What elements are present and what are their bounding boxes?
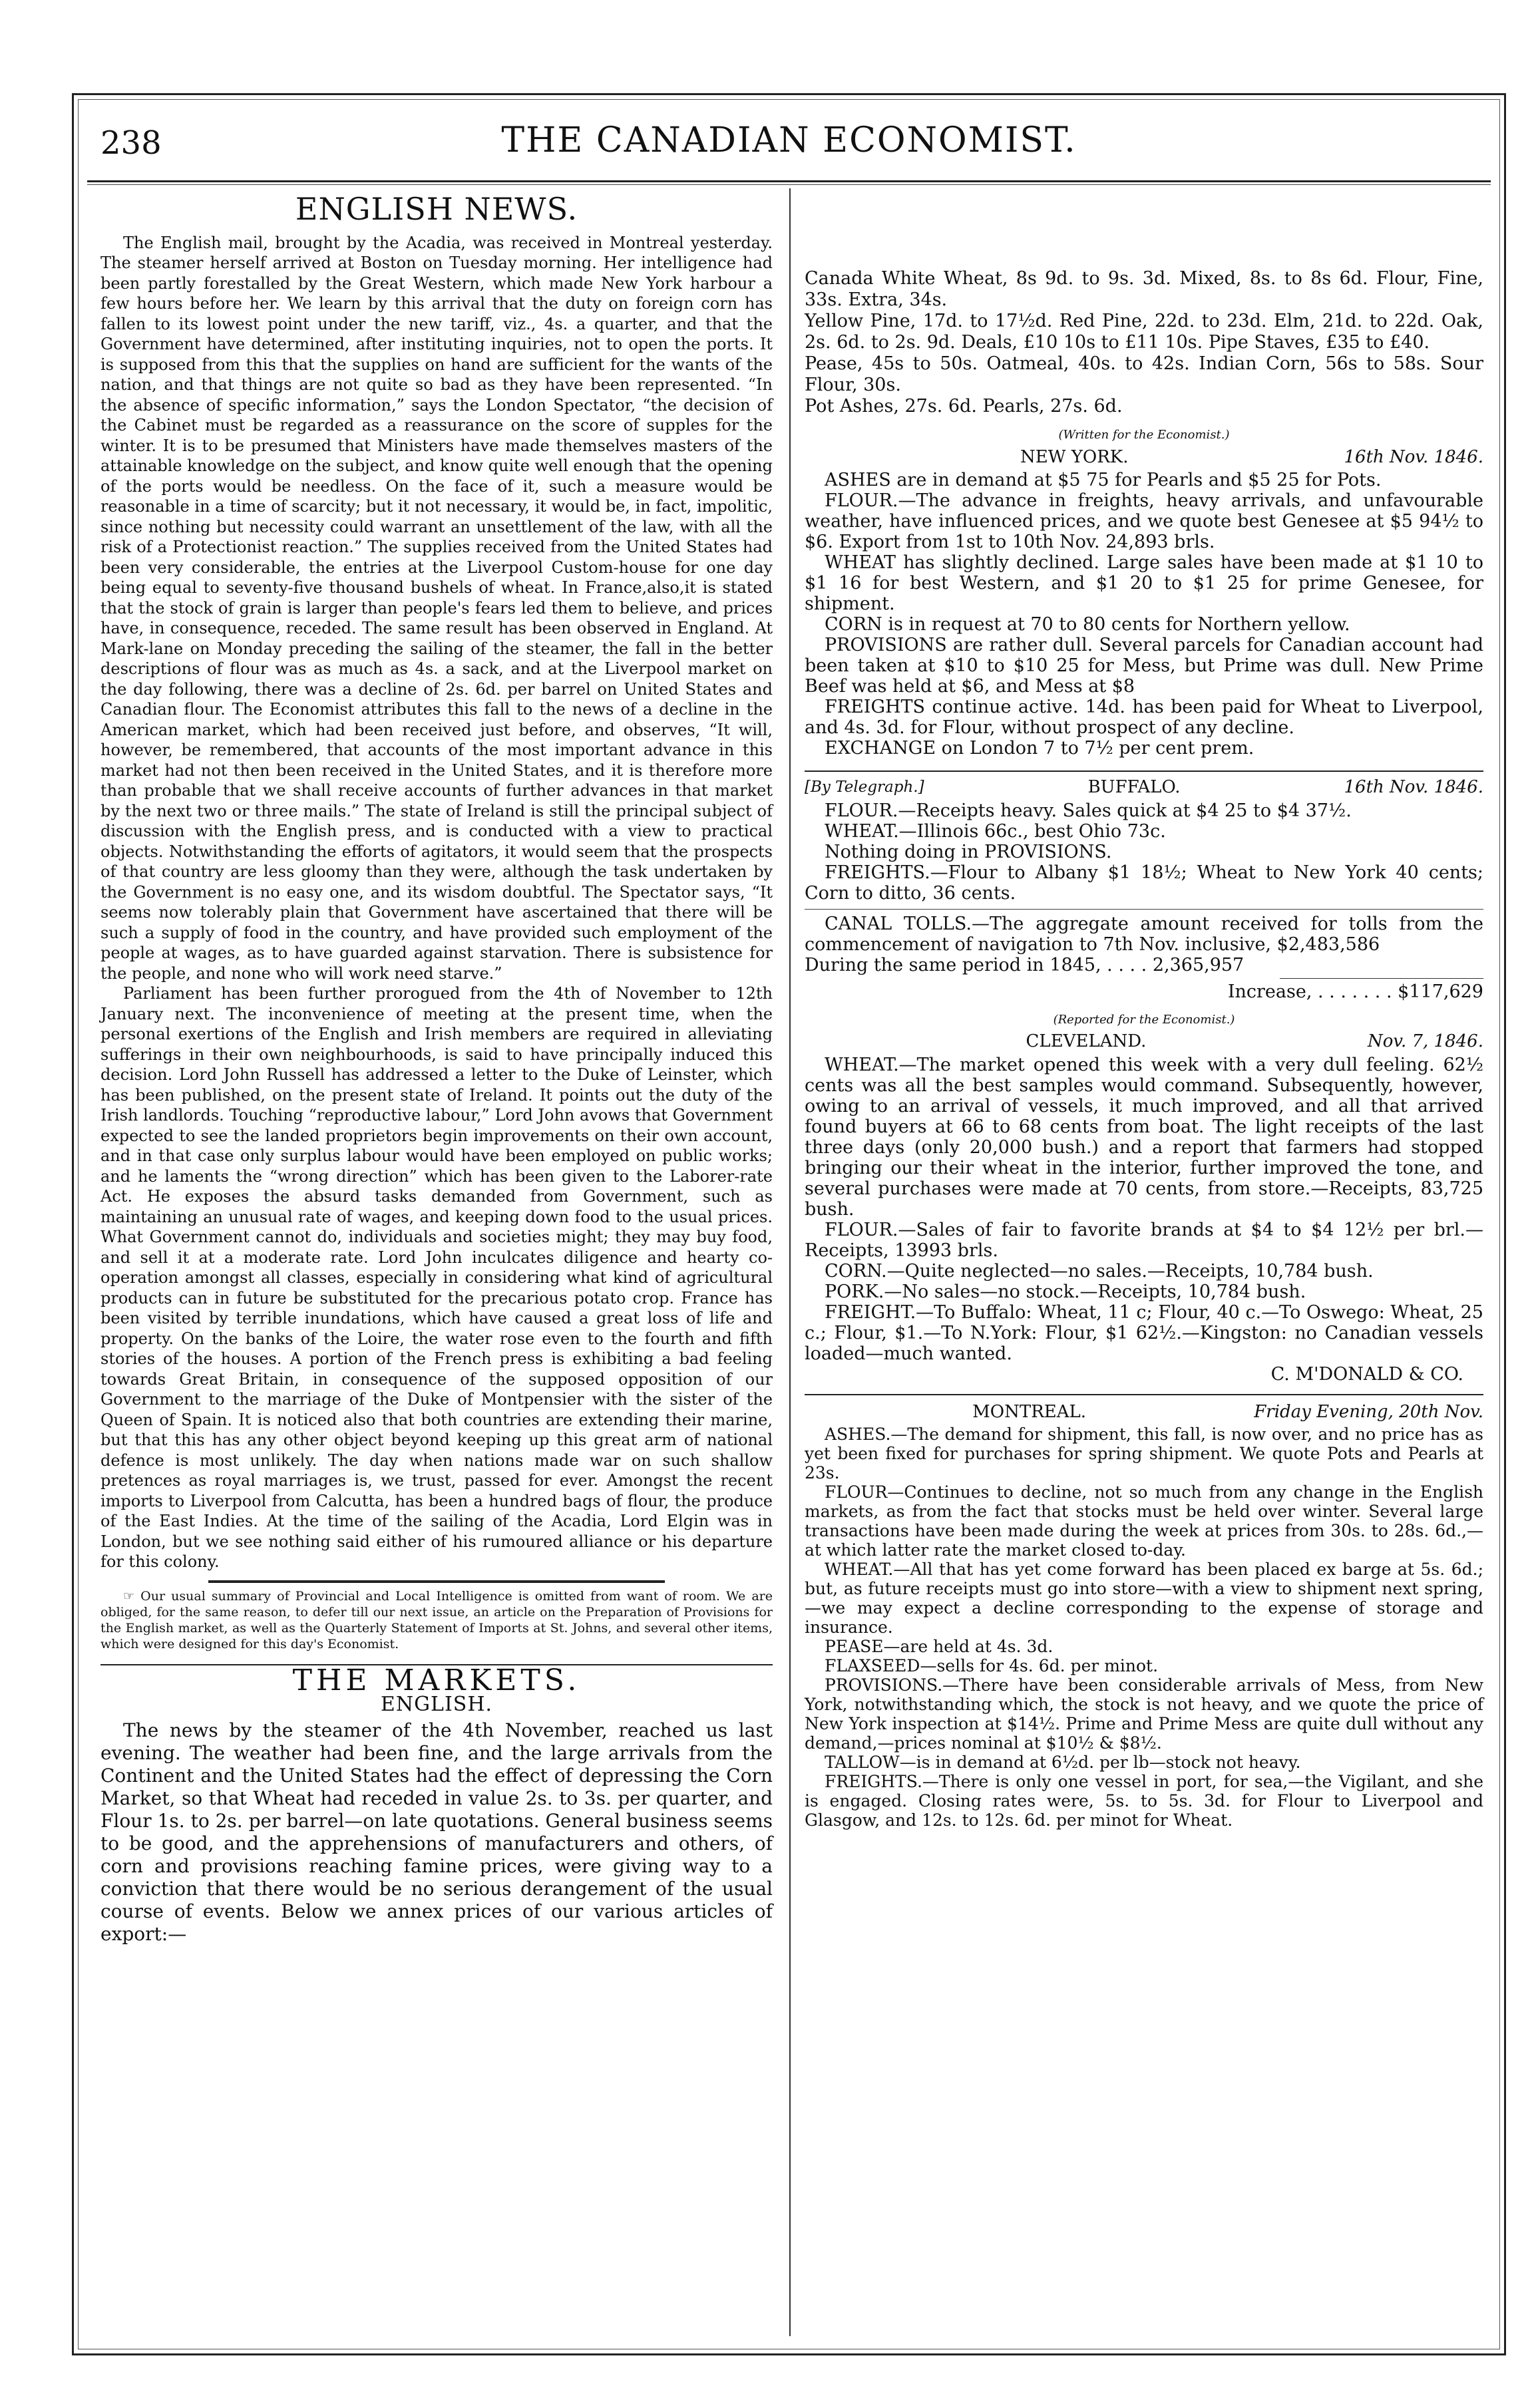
market-item: FREIGHT.—To Buffalo: Wheat, 11 c; Flour, 40 c.—To Oswego: Wheat, 25 c.; Flour, $1.—To N.York: Flour, $1 62½.—Kingston: no Canadian vessels loaded—much wanted. <box>805 1301 1483 1364</box>
market-item: WHEAT.—Illinois 66c., best Ohio 73c. <box>825 820 1166 842</box>
newspaper-page <box>72 93 1506 2355</box>
market-item: ASHES are in demand at $5 75 for Pearls and $5 25 for Pots. <box>825 470 1382 490</box>
cleveland-date: Nov. 7, 1846. <box>1367 1031 1483 1051</box>
column-divider <box>789 188 791 2336</box>
new-york-source: (Written for the Economist.) <box>1058 428 1230 442</box>
market-item: FREIGHTS.—There is only one vessel in port, for sea,—the Vigilant, and she is engaged. Closing rates were, 5s. to 5s. 3d. for Flour to Liverpool and Glasgow, and 12s. to 12s. 6d. per minot for Wheat. <box>805 1772 1483 1830</box>
cleveland-city: CLEVELAND. <box>1026 1031 1147 1051</box>
market-item: WHEAT.—The market opened this week with a very dull feeling. 62½ cents was all the best samples would command. Subsequently, however, owing to an arrival of vessels, it much improved, and all that arrived found buyers at 66 to 68 cents from boat. The light receipts of the last three days (only 20,000 bush.) and a report that farmers had stopped bringing our their wheat in the interior, further improved the tone, and several purchases were made at 70 cents, from store.—Receipts, 83,725 bush. <box>805 1054 1483 1220</box>
buffalo-date: 16th Nov. 1846. <box>1344 777 1483 797</box>
new-york-city: NEW YORK. <box>1020 446 1129 467</box>
cleveland-source: (Reported for the Economist.) <box>1053 1012 1235 1027</box>
newspaper-title: THE CANADIAN ECONOMIST. <box>501 120 1077 160</box>
export-price-line: Canada White Wheat, 8s 9d. to 9s. 3d. Mixed, 8s. to 8s 6d. Flour, Fine, 33s. Extra, 34s. <box>805 268 1483 310</box>
market-item: WHEAT.—All that has yet come forward has been placed ex barge at 5s. 6d.; but, as future receipts must go into store—with a view to shipment next spring,—we may expect a decline corresponding to the expense of storage and insurance. <box>805 1560 1483 1637</box>
export-price-line: Pot Ashes, 27s. 6d. Pearls, 27s. 6d. <box>805 396 1123 417</box>
english-news-heading: ENGLISH NEWS. <box>295 191 578 227</box>
right-column <box>805 190 1483 1830</box>
market-item: TALLOW—is in demand at 6½d. per lb—stock not heavy. <box>825 1753 1301 1772</box>
export-price-line: Yellow Pine, 17d. to 17½d. Red Pine, 22d. to 23d. Elm, 21d. to 22d. Oak, 2s. 6d. to 2s. 9d. Deals, £10 10s to £11 10s. Pipe Staves, £35 to £40. <box>805 311 1483 353</box>
export-price-line: Pease, 45s to 50s. Oatmeal, 40s. to 42s. Indian Corn, 56s to 58s. Sour Flour, 30s. <box>805 353 1483 395</box>
article-paragraph: Parliament has been further prorogued from the 4th of November to 12th January next. The inconvenience of meeting at the present time, when the personal exertions of the English and Irish members are required in alleviating sufferings in their own neighbourhoods, is said to have principally induced this decision. Lord John Russell has addressed a letter to the Duke of Leinster, which has been published, on the present state of Ireland. It points out the duty of the Irish landlords. Touching “reproductive labour,” Lord John avows that Government expected to see the landed proprietors begin improvements on their own account, and in that case only surplus labour would have been employed on public works; and he laments the “wrong direction” which has been given to the Laborer-rate Act. He exposes the absurd tasks demanded from Government, such as maintaining an unusual rate of wages, and keeping down food to the usual prices. What Government cannot do, individuals and societies might; they may buy food, and sell it at a moderate rate. Lord John inculcates diligence and hearty co-operation amongst all classes, especially in considering what kind of agricultural products can in future be substituted for the precarious potato crop. France has been visited by terrible inundations, which have caused a great loss of life and property. On the banks of the Loire, the water rose even to the fourth and fifth stories of the houses. A portion of the French press is exhibiting a bad feeling towards Great Britain, in consequence of the supposed opposition of our Government to the marriage of the Duke of Montpensier with the sister of the Queen of Spain. It is noticed also that both countries are extending their marine, but that this has any other object beyond keeping up this great arm of national defence is most unlikely. The day when nations made war on such shallow pretences as royal marriages is, we trust, passed for ever. Amongst the recent imports to Liverpool from Calcutta, has been a hundred bags of flour, the produce of the East Indies. At the time of the sailing of the Acadia, Lord Elgin was in London, but we see nothing said either of his rumoured alliance or his departure for this colony. <box>100 984 773 1571</box>
market-item: PORK.—No sales—no stock.—Receipts, 10,784 bush. <box>825 1281 1306 1302</box>
section-rule <box>805 909 1483 910</box>
increase-line <box>805 981 1483 1002</box>
cleveland-signature: C. M'DONALD & CO. <box>1270 1363 1463 1385</box>
english-markets-text: The news by the steamer of the 4th November, reached us last evening. The weather had been fine, and the large arrivals from the Continent and the United States had the effect of depressing the Corn Market, so that Wheat had receded in value 2s. to 3s. per quarter, and Flour 1s. to 2s. per barrel—on late quotations. General business seems to be good, and the apprehensions of manufacturers and others, of corn and provisions reaching famine prices, were giving way to a conviction that there would be no serious derangement of the usual course of events. Below we annex prices of our various articles of export:— <box>100 1719 773 1945</box>
market-item: EXCHANGE on London 7 to 7½ per cent prem. <box>825 738 1254 759</box>
montreal-report <box>805 1425 1483 1830</box>
market-item: FLOUR.—The advance in freights, heavy arrivals, and unfavourable weather, have influenced prices, and we quote best Genesee at $5 94½ to $6. Export from 1st to 10th Nov. 24,893 brls. <box>805 490 1483 552</box>
market-item: Nothing doing in PROVISIONS. <box>825 841 1112 862</box>
new-york-dateline <box>805 447 1483 468</box>
masthead-rule <box>87 180 1491 182</box>
market-item: FREIGHTS continue active. 14d. has been paid for Wheat to Liverpool, and 4s. 3d. for Flour, without prospect of any decline. <box>805 697 1483 738</box>
increase-value: $117,629 <box>1398 981 1483 1002</box>
masthead-rule-thin <box>87 184 1491 185</box>
buffalo-report <box>805 800 1483 1002</box>
market-item: ASHES.—The demand for shipment, this fall, is now over, and no price has as yet been fixed for purchases for spring shipment. We quote Pots and Pearls at 23s. <box>805 1425 1483 1482</box>
buffalo-dateline <box>805 777 1483 798</box>
montreal-city: MONTREAL. <box>972 1401 1087 1422</box>
montreal-dateline <box>805 1402 1483 1423</box>
editor-note: ☞ Our usual summary of Provincial and Local Intelligence is omitted from want of room. We are obliged, for the same reason, to defer till our next issue, an article on the Preparation of Provisions for the English market, as well as the Quarterly Statement of Imports at St. Johns, and several other items, which were designed for this day's Economist. <box>100 1588 773 1651</box>
montreal-date: Friday Evening, 20th Nov. <box>1254 1401 1483 1422</box>
page-number: 238 <box>100 124 162 162</box>
market-item: WHEAT has slightly declined. Large sales have been made at $1 10 to $1 16 for best Western, and $1 20 to $1 25 for prime Genesee, for shipment. <box>805 552 1483 614</box>
market-item: PROVISIONS.—There have been considerable arrivals of Mess, from New York, notwithstanding which, the stock is not heavy, and we quote the price of New York inspection at $14½. Prime and Prime Mess are quite dull without any demand,—prices nominal at $10½ & $8½. <box>805 1675 1483 1753</box>
continued-text-space <box>805 190 1483 268</box>
canal-tolls: CANAL TOLLS.—The aggregate amount received for tolls from the commencement of navigation to 7th Nov. inclusive, $2,483,586 <box>805 913 1483 955</box>
masthead <box>100 120 1477 174</box>
market-item: FLOUR.—Sales of fair to favorite brands at $4 to $4 12½ per brl.—Receipts, 13993 brls. <box>805 1219 1483 1261</box>
market-item: CORN.—Quite neglected—no sales.—Receipts, 10,784 bush. <box>825 1260 1374 1282</box>
new-york-date: 16th Nov. 1846. <box>1344 446 1483 467</box>
increase-label: Increase, . . . . . . . <box>1227 981 1392 1002</box>
left-column <box>100 190 773 1946</box>
article-paragraph: The English mail, brought by the Acadia, was received in Montreal yesterday. The steamer herself arrived at Boston on Tuesday morning. Her intelligence had been partly forestalled by the Great Western, which made New York harbour a few hours before her. We learn by this arrival that the duty on foreign corn has fallen to its lowest point under the new tariff, viz., 4s. a quarter, and that the Government have determined, after instituting inquiries, not to open the ports. It is supposed from this that the supplies on hand are sufficient for the wants of the nation, and that things are not quite so bad as they have been represented. “In the absence of specific information,” says the London Spectator, “the decision of the Cabinet must be regarded as a reassurance on the score of supples for the winter. It is to be presumed that Ministers have made themselves masters of the attainable knowledge on the subject, and know quite well enough that the opening of the ports would be needless. On the face of it, such a measure would be reasonable in a time of scarcity; but it not necessary, it would be, in fact, impolitic, since nothing but necessity could warrant an unsettlement of the law, with all the risk of a Protectionist reaction.” The supplies received from the United States had been very considerable, the entries at the Liverpool Custom-house for one day being equal to seventy-five thousand bushels of wheat. In France,also,it is stated that the stock of grain is larger than people's fears led them to believe, and prices have, in consequence, receded. The same result has been observed in England. At Mark-lane on Monday preceding the sailing of the steamer, the fall in the better descriptions of flour was as much as 4s. a sack, and at the Liverpool market on the day following, there was a decline of 2s. 6d. per barrel on United States and Canadian flour. The Economist attributes this fall to the news of a decline in the American market, which had been received just before, and observes, “It will, however, be remembered, that accounts of the most important advance in this market had not then been received in the United States, and it is therefore more than probable that we shall receive accounts of further advances in that market by the next two or three mails.” The state of Ireland is still the principal subject of discussion with the English press, and is conducted with a view to practical objects. Notwithstanding the efforts of agitators, it would seem that the prospects of that country are less gloomy than they were, although the task undertaken by the Government is no easy one, and its wisdom doubtful. The Spectator says, “It seems now tolerably plain that Government have ascertained that there will be such a supply of food in the country, and have provided such employment of the people at wages, as to have guarded against starvation. There is subsistence for the people, and none who will work need starve.” <box>100 233 773 983</box>
cleveland-report <box>805 1055 1483 1385</box>
section-rule <box>805 771 1483 772</box>
market-item: PEASE—are held at 4s. 3d. <box>825 1637 1053 1656</box>
cleveland-dateline <box>805 1031 1483 1052</box>
markets-heading: THE MARKETS. <box>292 1663 581 1697</box>
same-period: During the same period in 1845, . . . . 2,365,957 <box>805 954 1244 975</box>
buffalo-source: [By Telegraph.] <box>805 778 924 796</box>
section-rule <box>208 1580 666 1583</box>
market-item: FLOUR.—Receipts heavy. Sales quick at $4 25 to $4 37½. <box>825 800 1352 821</box>
buffalo-city: BUFFALO. <box>1087 777 1181 797</box>
market-item: FLOUR—Continues to decline, not so much from any change in the English markets, as from the fact that stocks must be held over winter. Several large transactions have been made during the week at prices from 30s. to 28s. 6d.,—at which latter rate the market closed to-day. <box>805 1482 1483 1560</box>
section-rule <box>805 1394 1483 1395</box>
market-item: PROVISIONS are rather dull. Several parcels for Canadian account had been taken at $10 to $10 25 for Mess, but Prime was dull. New Prime Beef was held at $6, and Mess at $8 <box>805 635 1483 697</box>
english-markets-heading: ENGLISH. <box>380 1693 493 1716</box>
market-item: FREIGHTS.—Flour to Albany $1 18½; Wheat to New York 40 cents; Corn to ditto, 36 cents. <box>805 862 1483 904</box>
market-item: CORN is in request at 70 to 80 cents for Northern yellow. <box>825 614 1350 635</box>
sum-rule <box>1280 978 1483 979</box>
new-york-report <box>805 470 1483 759</box>
market-item: FLAXSEED—sells for 4s. 6d. per minot. <box>825 1656 1159 1675</box>
